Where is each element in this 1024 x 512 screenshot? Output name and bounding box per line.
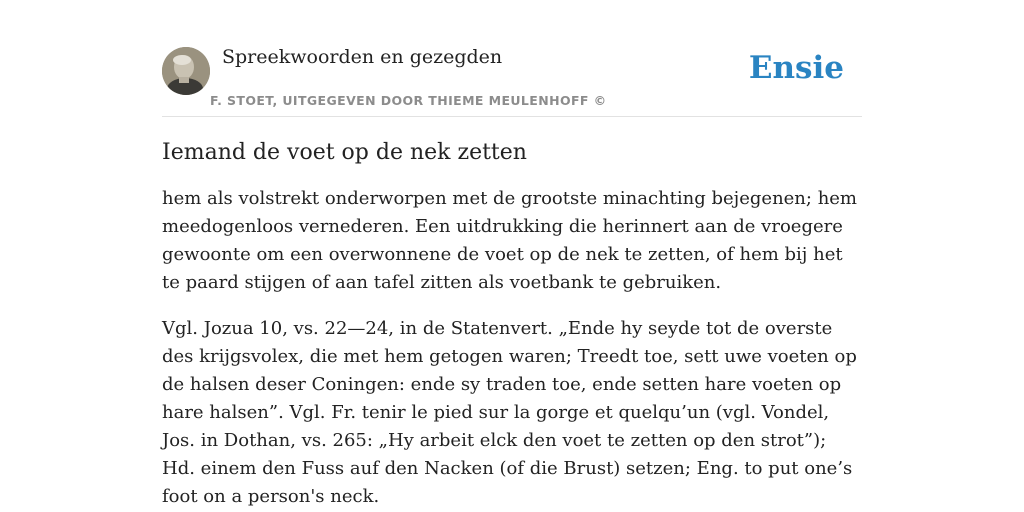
author-credit: F. STOET, UITGEGEVEN DOOR THIEME MEULENHOFF ©: [210, 93, 607, 108]
entry-header: [162, 40, 862, 117]
entry-title: Iemand de voet op de nek zetten: [162, 140, 527, 165]
entry-card: [162, 40, 862, 511]
entry-paragraph-1: hem als volstrekt onderworpen met de grootste minachting bejegenen; hem meedogenloos vernederen. Een uitdrukking die herinnert aan de vroegere gewoonte om een overwonnene de voet op de nek te zetten, of hem bij het te paard stijgen of aan tafel zitten als voetbank te gebruiken.: [162, 188, 858, 293]
portrait-avatar-icon[interactable]: [162, 47, 210, 95]
brand-logo[interactable]: Ensie: [748, 50, 844, 86]
source-title[interactable]: Spreekwoorden en gezegden: [222, 46, 503, 68]
entry-paragraph-2: Vgl. Jozua 10, vs. 22—24, in de Statenvert. „Ende hy seyde tot de overste des krijgsvolex, die met hem getogen waren; Treedt toe, sett uwe voeten op de halsen deser Coningen: ende sy traden toe, ende setten hare voeten op hare halsen”. Vgl. Fr. tenir le pied sur la gorge et quelqu’un (vgl. Vondel, Jos. in Dothan, vs. 265: „Hy arbeit elck den voet te zetten op den strot”); Hd. einem den Fuss auf den Nacken (of die Brust) setzen; Eng. to put one’s foot on a person's neck.: [162, 318, 857, 507]
